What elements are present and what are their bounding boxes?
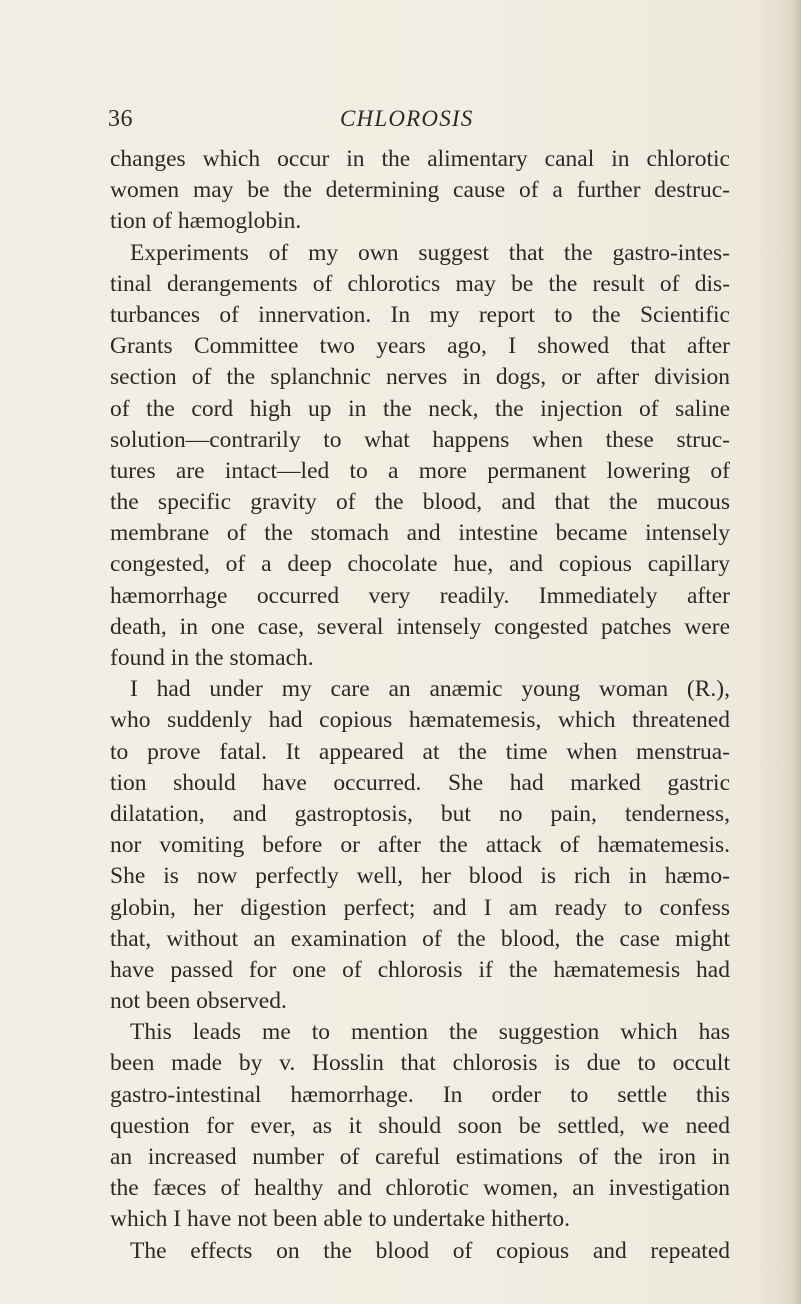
text-line: Experiments of my own suggest that the gastro-intes- [130,239,730,266]
text-line: the specific gravity of the blood, and that the mucous [110,489,730,516]
text-line: tures are intact—led to a more permanent lowering of [110,457,730,484]
text-line: She is now perfectly well, her blood is rich in hæmo- [110,863,730,890]
text-line: tion should have occurred. She had marked gastric [110,769,730,796]
text-line: found in the stomach. [110,645,314,671]
text-line: dilatation, and gastroptosis, but no pain, tenderness, [110,800,730,827]
text-line: women may be the determining cause of a further destruc- [110,177,730,204]
text-line: death, in one case, several intensely congested patches were [110,613,730,640]
text-line: hæmorrhage occurred very readily. Immediately after [110,582,730,609]
text-line: been made by v. Hosslin that chlorosis is due to occult [110,1050,730,1077]
text-line: have passed for one of chlorosis if the hæmatemesis had [110,956,730,983]
page-number: 36 [108,106,133,132]
text-line: that, without an examination of the blood, the case might [110,925,730,952]
text-line: of the cord high up in the neck, the injection of saline [110,395,730,422]
text-line: tion of hæmoglobin. [110,208,302,235]
text-line: an increased number of careful estimations of the iron in [110,1144,730,1170]
body-text [110,144,730,1267]
text-line: gastro-intestinal hæmorrhage. In order to settle this [110,1081,730,1108]
text-line: This leads me to mention the suggestion which has [130,1019,730,1046]
running-header [108,106,728,142]
text-line: who suddenly had copious hæmatemesis, which threatened [110,707,730,734]
text-line: question for ever, as it should soon be settled, we need [110,1112,730,1139]
text-line: The effects on the blood of copious and repeated [130,1237,730,1264]
text-line: changes which occur in the alimentary canal in chlorotic [110,146,730,172]
text-line: tinal derangements of chlorotics may be the result of dis- [110,270,730,297]
text-line: section of the splanchnic nerves in dogs, or after division [110,364,730,391]
text-line: solution—contrarily to what happens when these struc- [110,426,730,453]
text-line: nor vomiting before or after the attack of hæmatemesis. [110,832,730,859]
text-line: not been observed. [110,988,287,1015]
running-title: CHLOROSIS [340,106,474,131]
text-line: Grants Committee two years ago, I showed that after [110,333,730,360]
text-line: globin, her digestion perfect; and I am ready to confess [110,894,730,921]
text-line: I had under my care an anæmic young woman (R.), [130,676,730,703]
text-line: turbances of innervation. In my report to the Scientific [110,301,730,328]
text-line: membrane of the stomach and intestine became intensely [110,520,730,547]
text-line: congested, of a deep chocolate hue, and copious capillary [110,551,730,578]
text-line: which I have not been able to undertake hitherto. [110,1206,571,1233]
text-line: the fæces of healthy and chlorotic women, an investigation [110,1175,730,1202]
page-edge-shadow [791,0,801,1304]
text-line: to prove fatal. It appeared at the time when menstrua- [110,738,730,765]
